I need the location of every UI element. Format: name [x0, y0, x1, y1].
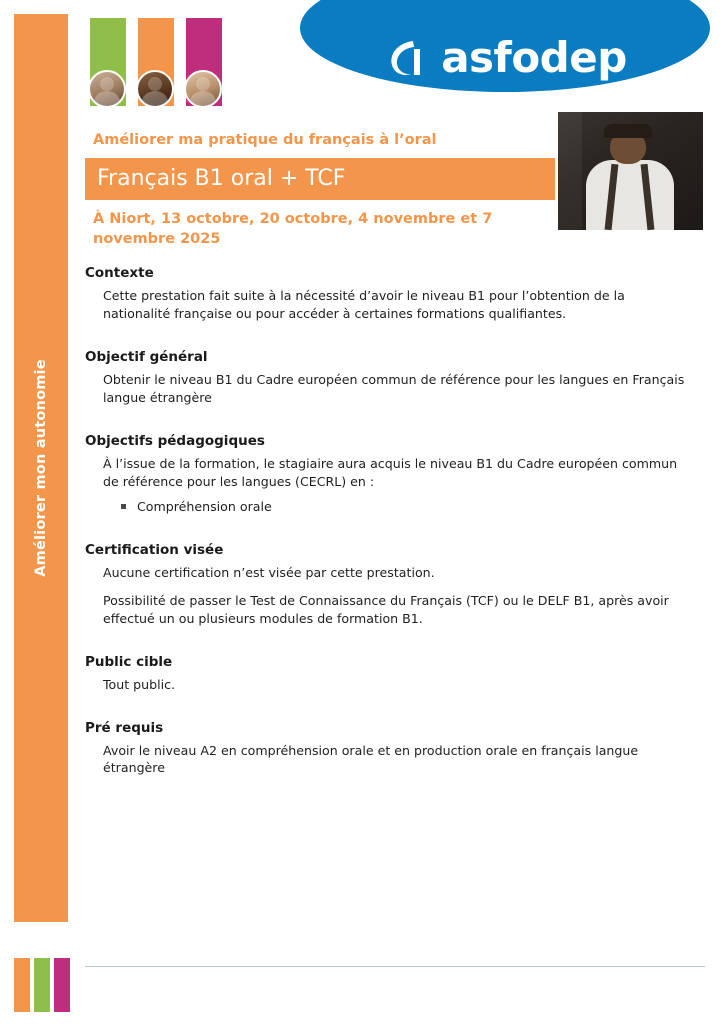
section-heading: Objectif général: [85, 348, 208, 365]
hero-photo-highlight: [558, 112, 582, 230]
footer-bar-green: [34, 958, 50, 1012]
section-paragraph: Cette prestation fait suite à la nécessité d’avoir le niveau B1 pour l’obtention de la nationalité française ou pour accéder à certaines formations qualifiantes.: [103, 288, 625, 321]
section-bullet-list: [85, 498, 705, 516]
section-heading: Public cible: [85, 653, 173, 670]
section-contexte: [85, 265, 705, 323]
header-kicker: Améliorer ma pratique du français à l’oral: [93, 132, 437, 148]
asfodep-mark-icon: [383, 35, 429, 81]
document-content: [85, 132, 705, 780]
header-photo-strip: [90, 18, 230, 106]
section-heading: Certification visée: [85, 542, 224, 558]
section-paragraph: Obtenir le niveau B1 du Cadre européen commun de référence pour les langues en Français langue étrangère: [103, 371, 685, 405]
title-band: [85, 158, 555, 200]
avatar-person-1: [88, 70, 126, 108]
page-title: Français B1 oral + TCF: [97, 166, 346, 191]
section-public-cible: [85, 654, 705, 694]
footer-bar-magenta: [54, 958, 70, 1012]
list-item: Compréhension orale: [137, 498, 705, 516]
section-paragraph: Possibilité de passer le Test de Connaissance du Français (TCF) ou le DELF B1, après avoir effectué un ou plusieurs modules de formation B1.: [103, 592, 669, 626]
hero-photo-person-hat: [604, 124, 652, 138]
left-sidebar-band: [14, 14, 68, 922]
logo: [300, 28, 710, 88]
sections-container: [85, 265, 705, 777]
section-heading: Contexte: [85, 265, 154, 282]
section-heading: Pré requis: [85, 719, 164, 736]
section-objectif-general: [85, 349, 705, 407]
section-paragraph: Avoir le niveau A2 en compréhension orale et en production orale en français langue étrangère: [103, 742, 639, 776]
section-paragraph: Aucune certification n’est visée par cette prestation.: [103, 565, 435, 580]
section-paragraph: À l’issue de la formation, le stagiaire aura acquis le niveau B1 du Cadre européen commun de référence pour les langues (CECRL) en :: [103, 455, 678, 489]
section-heading: Objectifs pédagogiques: [85, 432, 265, 449]
avatar-person-2: [136, 70, 174, 108]
section-objectifs-pedagogiques: [85, 433, 705, 516]
logo-wordmark: asfodep: [441, 33, 627, 82]
avatar-person-3: [184, 70, 222, 108]
section-paragraph: Tout public.: [103, 676, 176, 692]
session-dates: À Niort, 13 octobre, 20 octobre, 4 novembre et 7 novembre 2025: [93, 211, 493, 247]
footer-divider: [85, 966, 705, 967]
footer-color-bars: [14, 958, 70, 1012]
hero-photo-person-body: [586, 160, 674, 230]
sidebar-vertical-label: Améliorer mon autonomie: [33, 359, 49, 577]
hero-photo: [558, 112, 703, 230]
section-certification-visee: [85, 542, 705, 628]
section-pre-requis: [85, 720, 705, 778]
footer-bar-orange: [14, 958, 30, 1012]
